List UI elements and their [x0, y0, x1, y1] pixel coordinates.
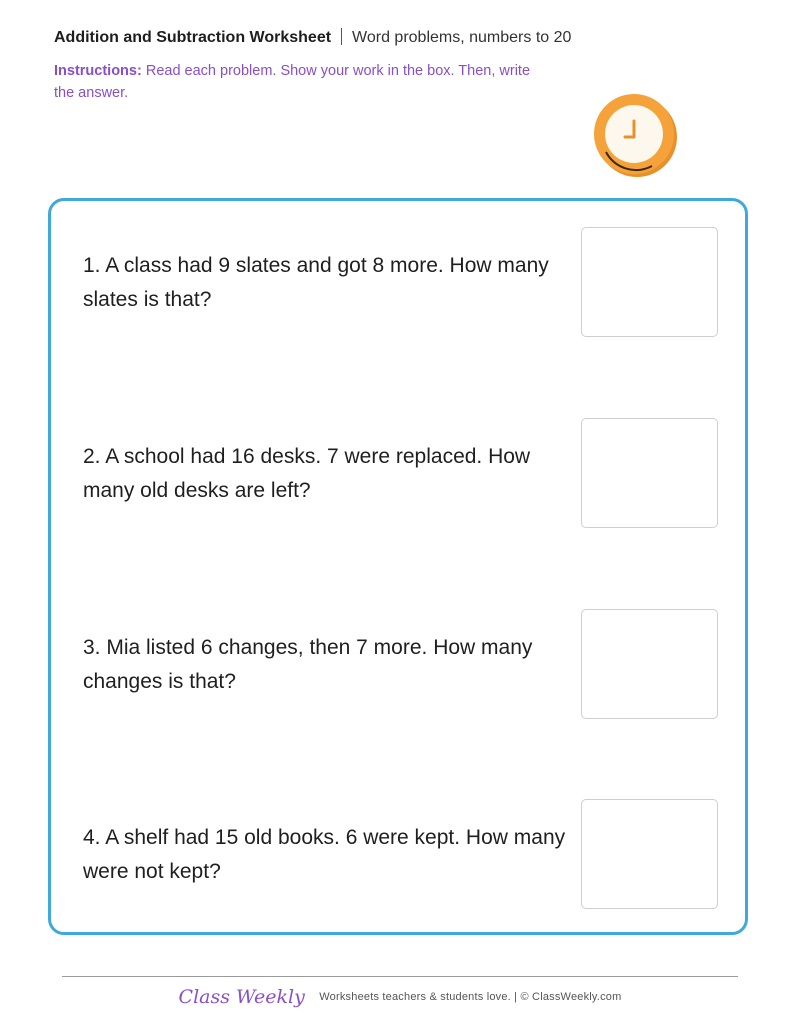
problem-1: 1. A class had 9 slates and got 8 more. How many slates is that? [83, 254, 549, 311]
problem-3: 3. Mia listed 6 changes, then 7 more. How many changes is that? [83, 636, 533, 693]
problem-4: 4. A shelf had 15 old books. 6 were kept. How many were not kept? [83, 826, 566, 883]
worksheet-title: Addition and Subtraction Worksheet [54, 29, 332, 46]
answer-box-1[interactable] [581, 227, 718, 337]
worksheet-subtitle: Word problems, numbers to 20 [352, 29, 572, 46]
footer [0, 986, 800, 1008]
header-divider [341, 28, 342, 45]
clock-icon [592, 94, 680, 178]
footer-divider [62, 976, 738, 977]
worksheet-header [54, 28, 571, 48]
problems-panel [48, 198, 748, 935]
instructions-label: Instructions: [54, 63, 142, 79]
answer-box-4[interactable] [581, 799, 718, 909]
instructions [54, 60, 554, 104]
answer-box-3[interactable] [581, 609, 718, 719]
problem-2: 2. A school had 16 desks. 7 were replaced. How many old desks are left? [83, 445, 531, 502]
brand-logo: Class Weekly [178, 986, 305, 1008]
footer-tagline: Worksheets teachers & students love. | © ClassWeekly.com [319, 991, 622, 1003]
answer-box-2[interactable] [581, 418, 718, 528]
instructions-text: Read each problem. Show your work in the box. Then, write the answer. [54, 63, 531, 101]
